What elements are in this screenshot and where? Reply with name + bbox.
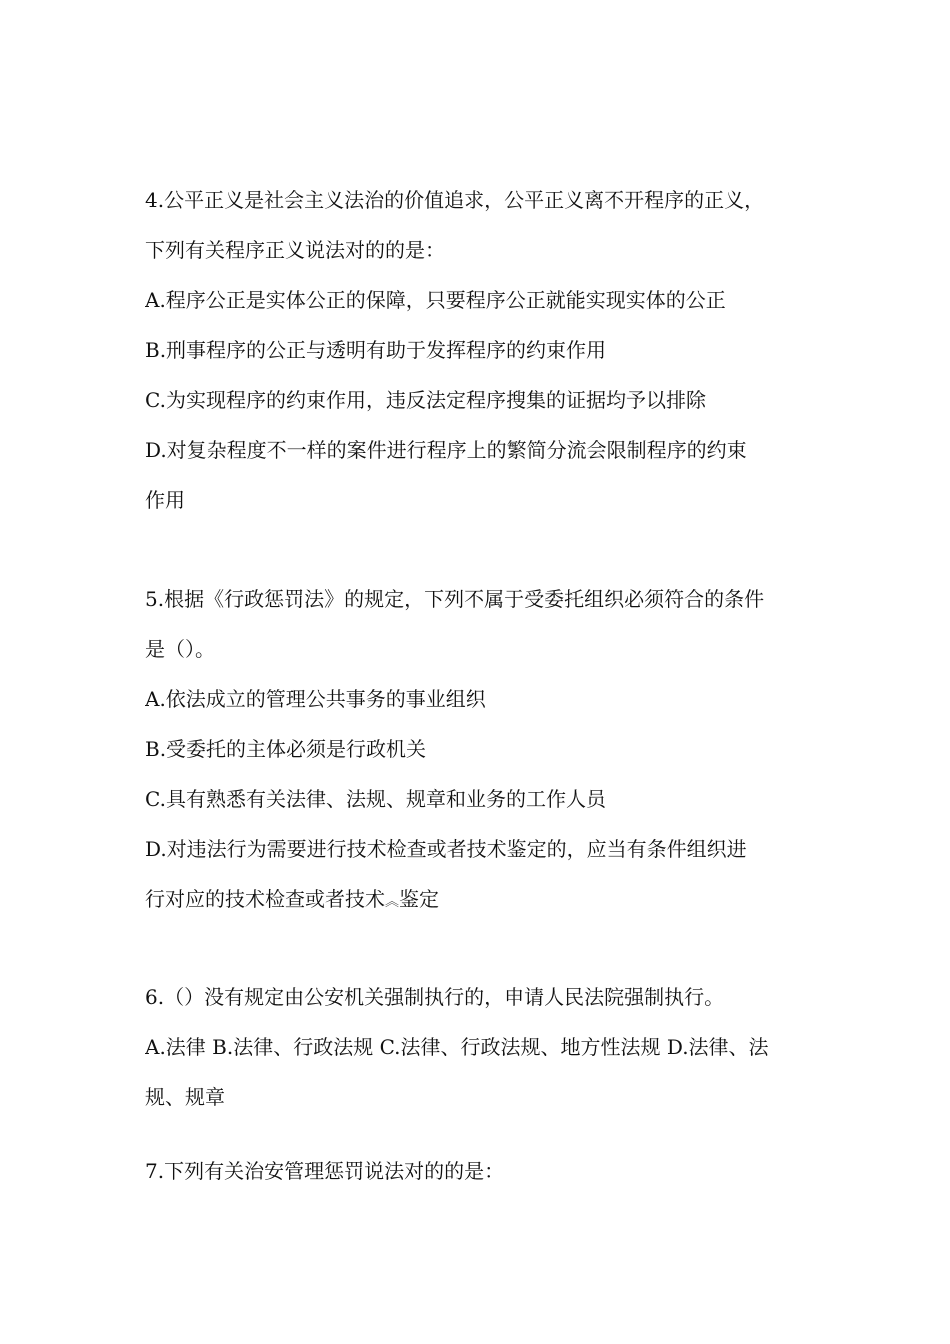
question-5-stem-line-2: 是（）。 bbox=[145, 637, 215, 661]
question-4-option-d-line-2: 作用 bbox=[145, 488, 185, 512]
question-4 bbox=[145, 175, 815, 525]
question-5-option-d-text-after: 鉴定 bbox=[399, 887, 439, 911]
question-4-option-c: C.为实现程序的约束作用，违反法定程序搜集的证据均予以排除 bbox=[145, 388, 706, 412]
question-6 bbox=[145, 972, 815, 1122]
question-6-options-line-2: 规、规章 bbox=[145, 1085, 225, 1109]
question-5-option-d-text-before: 行对应的技术检查或者技术 bbox=[145, 887, 385, 911]
question-7-stem: 7.下列有关治安管理惩罚说法对的的是： bbox=[145, 1159, 505, 1183]
question-5 bbox=[145, 574, 815, 924]
question-6-stem: 6.（）没有规定由公安机关强制执行的，申请人民法院强制执行。 bbox=[145, 985, 725, 1009]
question-5-stem-line-1: 5.根据《行政惩罚法》的规定，下列不属于受委托组织必须符合的条件 bbox=[145, 587, 765, 611]
question-5-option-d-line-1: D.对违法行为需要进行技术检查或者技术鉴定的，应当有条件组织进 bbox=[145, 837, 747, 861]
question-5-option-a: A.依法成立的管理公共事务的事业组织 bbox=[145, 687, 486, 711]
question-4-stem-line-1: 4.公平正义是社会主义法治的价值追求，公平正义离不开程序的正义， bbox=[145, 188, 765, 212]
question-4-option-d-line-1: D.对复杂程度不一样的案件进行程序上的繁简分流会限制程序的约束 bbox=[145, 438, 747, 462]
question-6-options-line-1: A.法律 B.法律、行政法规 C.法律、行政法规、地方性法规 D.法律、法 bbox=[145, 1035, 769, 1059]
question-7 bbox=[145, 1146, 815, 1196]
stray-glyph: ︽ bbox=[385, 894, 399, 910]
question-5-option-b: B.受委托的主体必须是行政机关 bbox=[145, 737, 427, 761]
question-4-option-a: A.程序公正是实体公正的保障，只要程序公正就能实现实体的公正 bbox=[145, 288, 726, 312]
question-5-option-c: C.具有熟悉有关法律、法规、规章和业务的工作人员 bbox=[145, 787, 606, 811]
question-5-option-d-line-2 bbox=[145, 874, 815, 924]
question-4-stem-line-2: 下列有关程序正义说法对的的是： bbox=[145, 238, 445, 262]
question-4-option-b: B.刑事程序的公正与透明有助于发挥程序的约束作用 bbox=[145, 338, 607, 362]
